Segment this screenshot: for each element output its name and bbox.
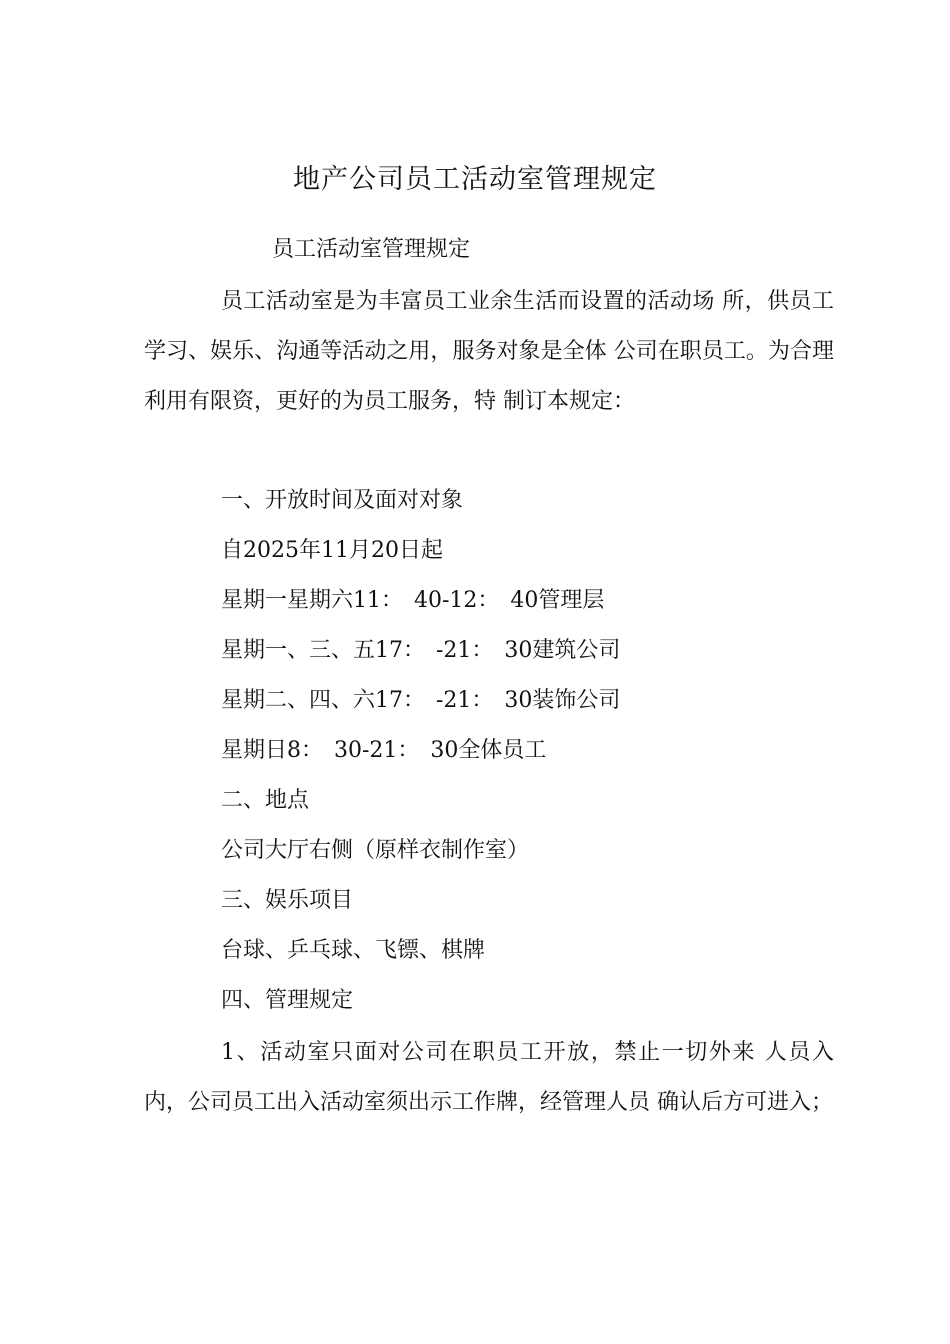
rule1-paragraph: 1、活动室只面对公司在职员工开放，禁止一切外来 人员入内，公司员工出入活动室须出示工作牌，经管理人员 确认后方可进入； bbox=[144, 1040, 834, 1115]
schedule-line: 星期二、四、六17： -21： 30装饰公司 bbox=[221, 688, 621, 713]
schedule-line: 星期一、三、五17： -21： 30建筑公司 bbox=[221, 638, 621, 663]
section4-heading: 四、管理规定 bbox=[221, 988, 354, 1013]
schedule-line: 星期日8： 30-21： 30全体员工 bbox=[221, 738, 547, 763]
document-title: 地产公司员工活动室管理规定 bbox=[293, 164, 657, 195]
document-subtitle: 员工活动室管理规定 bbox=[272, 237, 471, 262]
schedule-line: 星期一星期六11： 40-12： 40管理层 bbox=[221, 588, 605, 613]
section1-start-date: 自2025年11月20日起 bbox=[221, 538, 443, 563]
section2-heading: 二、地点 bbox=[221, 788, 310, 813]
section2-content: 公司大厅右侧（原样衣制作室） bbox=[221, 838, 530, 863]
section3-heading: 三、娱乐项目 bbox=[221, 888, 354, 913]
section1-heading: 一、开放时间及面对对象 bbox=[221, 488, 464, 513]
section3-content: 台球、乒乓球、飞镖、棋牌 bbox=[221, 938, 486, 963]
intro-paragraph: 员工活动室是为丰富员工业余生活而设置的活动场 所，供员工学习、娱乐、沟通等活动之用，服务对象是全体 公司在职员工。为合理利用有限资，更好的为员工服务，特 制订本规定： bbox=[144, 289, 834, 414]
